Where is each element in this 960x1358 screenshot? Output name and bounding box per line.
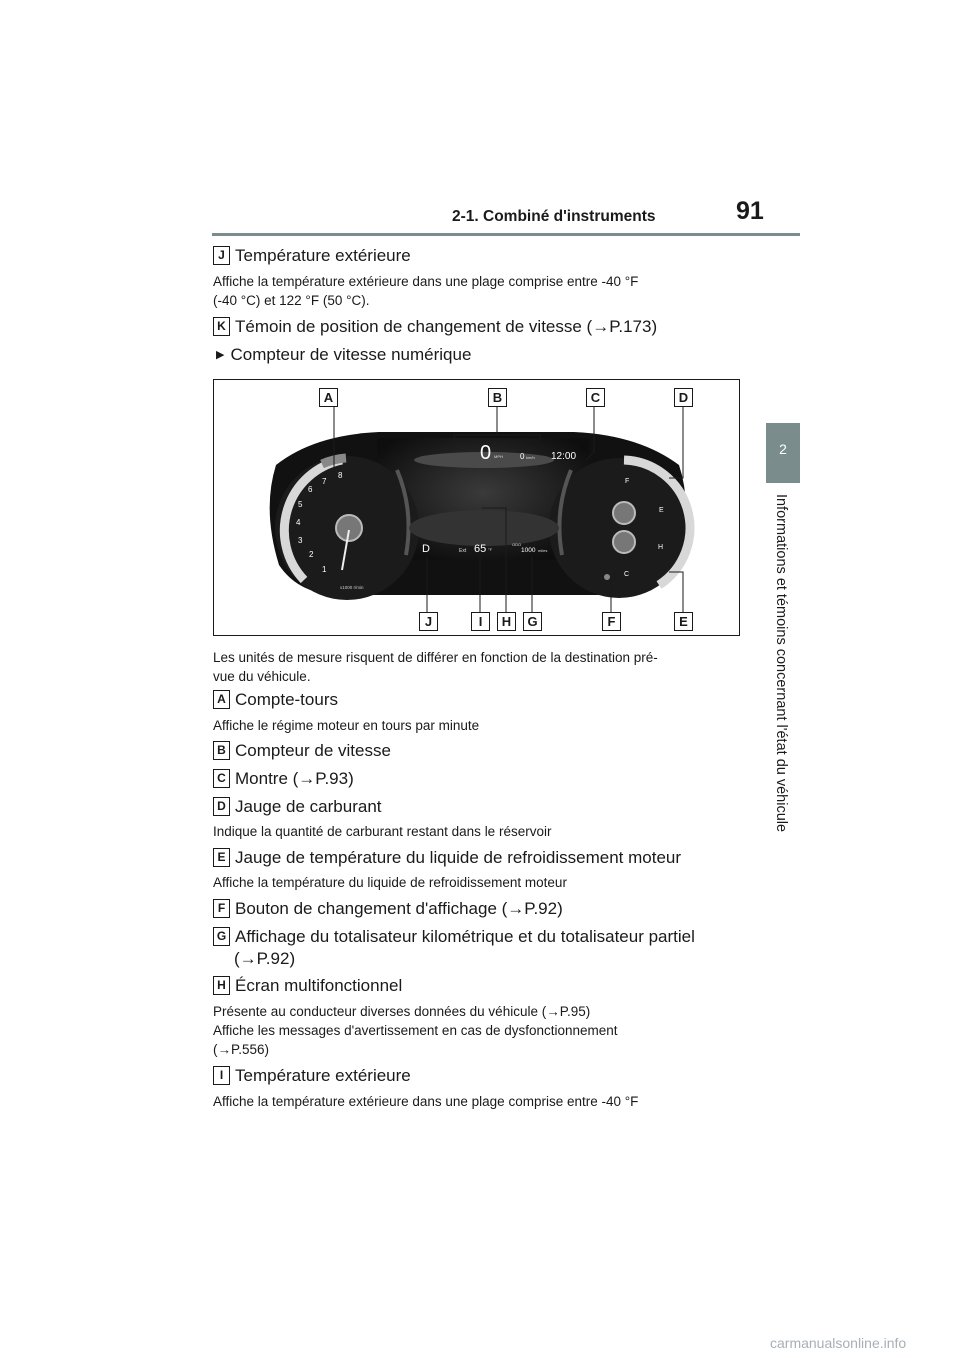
tach-unit: x1000 r/min: [340, 585, 364, 590]
entry-desc: Affiche la température extérieure dans une plage comprise entre -40 °F: [213, 274, 639, 289]
speed-small-unit: km/h: [526, 455, 535, 460]
watermark: carmanualsonline.info: [770, 1335, 907, 1351]
tach-number: 7: [322, 477, 327, 486]
tag-k: K: [213, 317, 230, 336]
entry-e: [213, 848, 681, 868]
temp-hot-label: H: [658, 544, 664, 551]
entry-desc: Affiche la température extérieure dans une plage comprise entre -40 °F: [213, 1094, 639, 1109]
entry-c: [213, 769, 354, 789]
tach-number: 5: [298, 500, 303, 509]
leader-b: [454, 405, 540, 440]
odo-label: ODO: [512, 542, 522, 547]
tag-g: G: [213, 927, 230, 946]
tachometer-hub: [336, 515, 362, 541]
gear-indicator: D: [422, 543, 430, 555]
speed-big-unit: MPH: [494, 454, 503, 459]
entry-title: Compteur de vitesse: [235, 741, 391, 760]
temp-display: 65: [474, 543, 487, 555]
entry-title: Affichage du totalisateur kilométrique et du totalisateur partiel: [235, 927, 695, 946]
entry-j-top: [213, 246, 411, 266]
entry-title: Jauge de carburant: [235, 797, 382, 816]
tag-d: D: [213, 797, 230, 816]
instrument-cluster-figure: [213, 379, 740, 636]
fuel-full-label: F: [625, 478, 630, 485]
fuel-hub: [613, 502, 635, 524]
entry-desc: Affiche les messages d'avertissement en cas de dysfonctionnement: [213, 1023, 618, 1038]
tach-number: 2: [309, 550, 314, 559]
bullet-heading: [216, 345, 471, 365]
tach-number: 3: [298, 536, 303, 545]
callout-f: F: [602, 612, 621, 631]
screen-floor: [409, 510, 559, 546]
callout-e: E: [674, 612, 693, 631]
triangle-bullet-icon: ▶: [216, 349, 225, 361]
fuel-empty-label: E: [659, 507, 664, 514]
speed-big: 0: [480, 442, 492, 464]
header-rule: [212, 233, 800, 236]
tag-i: I: [213, 1066, 230, 1085]
entry-k: [213, 317, 657, 337]
entry-title: Écran multifonctionnel: [235, 976, 403, 995]
entry-g: [213, 927, 695, 947]
tag-h: H: [213, 976, 230, 995]
tag-c: C: [213, 769, 230, 788]
odo-unit: miles: [538, 548, 548, 553]
entry-title: Témoin de position de changement de vitesse (→P.173): [235, 317, 658, 336]
tag-j: J: [213, 246, 230, 265]
tag-a: A: [213, 690, 230, 709]
page-number: 91: [736, 197, 764, 225]
callout-d: D: [674, 388, 693, 407]
ext-label: Ext: [459, 548, 467, 554]
temp-hub: [613, 531, 635, 553]
entry-desc: Affiche le régime moteur en tours par minute: [213, 718, 480, 733]
tach-number: 1: [322, 565, 327, 574]
tach-number: 4: [296, 518, 301, 527]
entry-desc: Présente au conducteur diverses données du véhicule (→P.95): [213, 1004, 591, 1019]
units-note: Les unités de mesure risquent de différer en fonction de la destination pré-: [213, 650, 658, 665]
bullet-text: Compteur de vitesse numérique: [230, 345, 472, 364]
tach-number: 8: [338, 471, 343, 480]
entry-desc: Affiche la température du liquide de refroidissement moteur: [213, 875, 567, 890]
entry-desc: Indique la quantité de carburant restant dans le réservoir: [213, 824, 552, 839]
entry-desc: (→P.556): [213, 1042, 270, 1057]
entry-title: Température extérieure: [235, 246, 411, 265]
callout-c: C: [586, 388, 605, 407]
tach-number: 6: [308, 485, 313, 494]
display-change-knob: [604, 574, 610, 580]
entry-b: [213, 741, 391, 761]
callout-h: H: [497, 612, 516, 631]
section-title: 2-1. Combiné d'instruments: [452, 208, 656, 225]
clock-display: 12:00: [551, 451, 577, 462]
chapter-title: Informations et témoins concernant l'état du véhicule: [773, 494, 789, 833]
odo-value: 1000: [521, 547, 536, 554]
entry-title: Jauge de température du liquide de refroidissement moteur: [235, 848, 682, 867]
entry-title: Bouton de changement d'affichage (→P.92): [235, 899, 563, 918]
temp-cold-label: C: [624, 571, 630, 578]
chapter-number: 2: [779, 441, 787, 457]
entry-f: [213, 899, 563, 919]
callout-j: J: [419, 612, 438, 631]
callout-b: B: [488, 388, 507, 407]
callout-i: I: [471, 612, 490, 631]
tag-e: E: [213, 848, 230, 867]
tag-b: B: [213, 741, 230, 760]
entry-a: [213, 690, 338, 710]
entry-d: [213, 797, 382, 817]
callout-g: G: [523, 612, 542, 631]
entry-title-continued: (→P.92): [234, 949, 296, 968]
entry-title: Compte-tours: [235, 690, 338, 709]
speed-small: 0: [520, 452, 525, 461]
chapter-tab: [766, 423, 800, 483]
units-note: vue du véhicule.: [213, 669, 311, 684]
entry-title: Montre (→P.93): [235, 769, 354, 788]
entry-desc: (-40 °C) et 122 °F (50 °C).: [213, 293, 370, 308]
entry-i: [213, 1066, 411, 1086]
tag-f: F: [213, 899, 230, 918]
callout-a: A: [319, 388, 338, 407]
entry-title: Température extérieure: [235, 1066, 411, 1085]
temp-unit: °F: [488, 547, 493, 552]
entry-h: [213, 976, 402, 996]
cluster-illustration: [214, 380, 741, 637]
